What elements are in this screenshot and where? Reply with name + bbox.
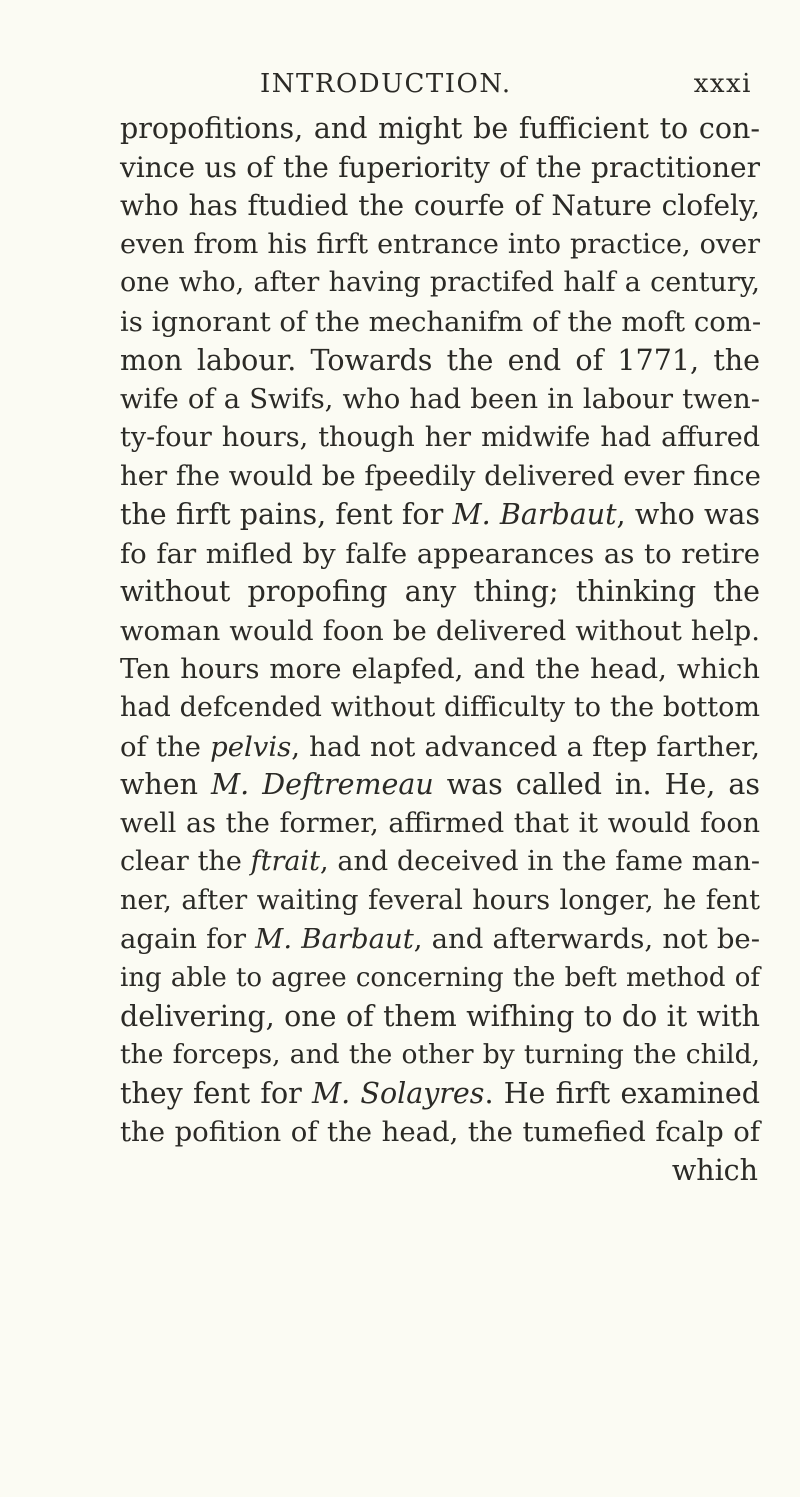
text-line: propofitions, and might be fufficient to con- — [120, 112, 760, 145]
text-line: when M. Deftremeau was called in. He, as — [120, 768, 760, 802]
text-line: ty-four hours, though her midwife had affured — [120, 421, 760, 453]
body-text — [120, 110, 760, 1191]
text-line: even from his firft entrance into practice, over — [120, 228, 760, 260]
text-line: the forceps, and the other by turning the child, — [120, 1039, 760, 1071]
page-number: xxxi — [693, 69, 752, 99]
text-line: without propofing any thing; thinking the — [120, 575, 760, 609]
text-line: again for M. Barbaut, and afterwards, not be- — [120, 923, 760, 956]
text-line: fo far mifled by falfe appearances as to retire — [120, 537, 760, 570]
text-line: clear the ftrait, and deceived in the fame man- — [120, 846, 760, 878]
text-line: vince us of the fuperiority of the practitioner — [120, 150, 760, 184]
text-line: mon labour. Towards the end of 1771, the — [120, 343, 760, 377]
text-line: the pofition of the head, the tumefied fcalp of — [120, 1116, 760, 1149]
text-line: well as the former, affirmed that it would foon — [120, 807, 760, 839]
text-line: had defcended without difficulty to the bottom — [120, 691, 760, 723]
catchword: which — [671, 1154, 758, 1188]
text-line: Ten hours more elapfed, and the head, which — [120, 653, 760, 686]
text-line: ing able to agree concerning the beft method of — [120, 963, 760, 994]
text-line: her fhe would be fpeedily delivered ever fince — [120, 460, 761, 493]
running-title: INTRODUCTION. — [260, 69, 512, 99]
text-line: of the pelvis, had not advanced a ftep farther, — [120, 730, 761, 763]
text-line: one who, after having practifed half a century, — [120, 267, 760, 299]
text-line: ner, after waiting feveral hours longer, he fent — [120, 884, 760, 916]
running-head — [120, 64, 760, 104]
text-line: who has ftudied the courfe of Nature clofely, — [120, 189, 760, 223]
text-line: wife of a Swifs, who had been in labour twen- — [120, 383, 760, 416]
text-line: the firft pains, fent for M. Barbaut, who was — [120, 497, 761, 531]
text-line: they fent for M. Solayres. He firft examined — [120, 1076, 761, 1110]
text-line: delivering, one of them wifhing to do it with — [120, 999, 760, 1033]
text-line: woman would foon be delivered without help. — [120, 614, 760, 647]
text-line: is ignorant of the mechanifm of the moft com- — [120, 305, 762, 338]
